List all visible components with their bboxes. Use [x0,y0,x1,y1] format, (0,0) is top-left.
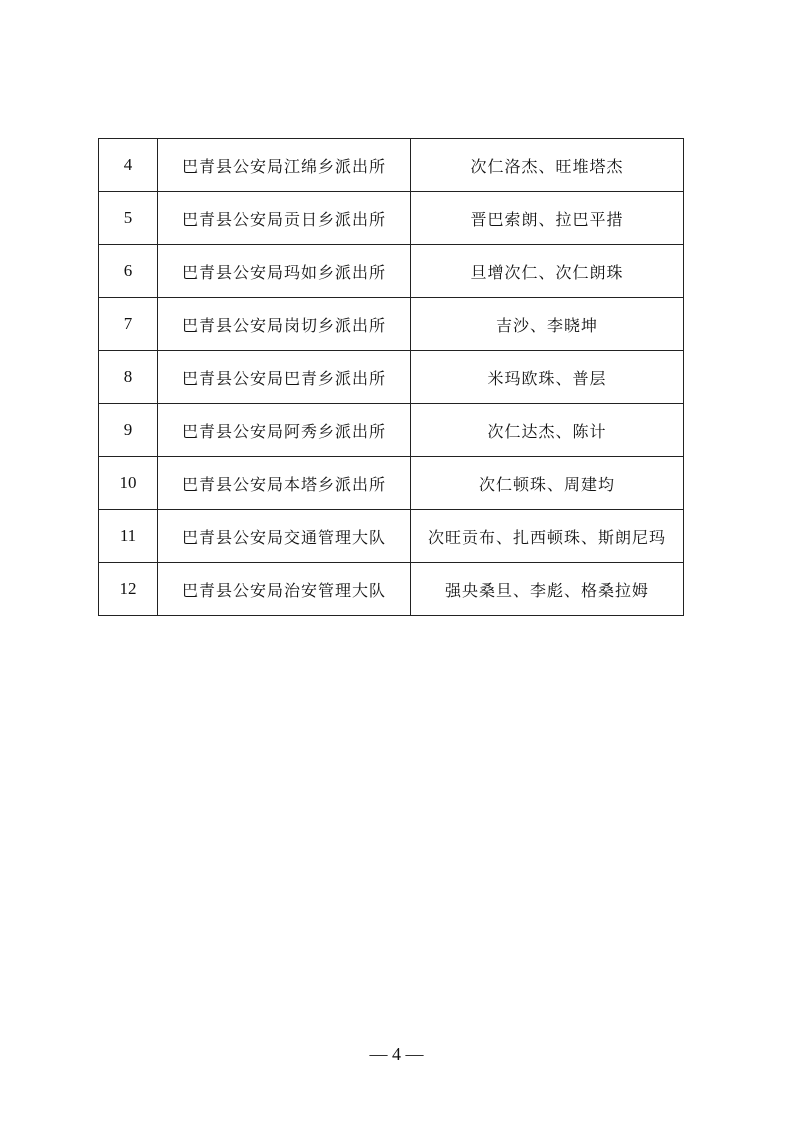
row-number: 10 [99,457,158,510]
row-number: 6 [99,245,158,298]
row-number: 5 [99,192,158,245]
table-row [99,510,684,563]
table-row [99,139,684,192]
personnel-names: 吉沙、李晓坤 [411,298,684,351]
unit-name: 巴青县公安局岗切乡派出所 [158,298,411,351]
row-number: 4 [99,139,158,192]
row-number: 12 [99,563,158,616]
table-row [99,298,684,351]
table-row [99,192,684,245]
row-number: 8 [99,351,158,404]
unit-name: 巴青县公安局玛如乡派出所 [158,245,411,298]
personnel-names: 米玛欧珠、普层 [411,351,684,404]
table-row [99,457,684,510]
unit-name: 巴青县公安局治安管理大队 [158,563,411,616]
personnel-names: 旦增次仁、次仁朗珠 [411,245,684,298]
table-row [99,245,684,298]
unit-name: 巴青县公安局巴青乡派出所 [158,351,411,404]
unit-name: 巴青县公安局交通管理大队 [158,510,411,563]
page-number: — 4 — [369,1044,424,1064]
table-row [99,563,684,616]
personnel-names: 强央桑旦、李彪、格桑拉姆 [411,563,684,616]
table-row [99,404,684,457]
table-row [99,351,684,404]
personnel-names: 次仁达杰、陈计 [411,404,684,457]
personnel-names: 晋巴索朗、拉巴平措 [411,192,684,245]
unit-name: 巴青县公安局阿秀乡派出所 [158,404,411,457]
row-number: 11 [99,510,158,563]
roster-table [98,138,684,616]
personnel-names: 次仁顿珠、周建均 [411,457,684,510]
unit-name: 巴青县公安局本塔乡派出所 [158,457,411,510]
unit-name: 巴青县公安局江绵乡派出所 [158,139,411,192]
row-number: 9 [99,404,158,457]
unit-name: 巴青县公安局贡日乡派出所 [158,192,411,245]
personnel-names: 次仁洛杰、旺堆塔杰 [411,139,684,192]
row-number: 7 [99,298,158,351]
personnel-names: 次旺贡布、扎西顿珠、斯朗尼玛 [411,510,684,563]
